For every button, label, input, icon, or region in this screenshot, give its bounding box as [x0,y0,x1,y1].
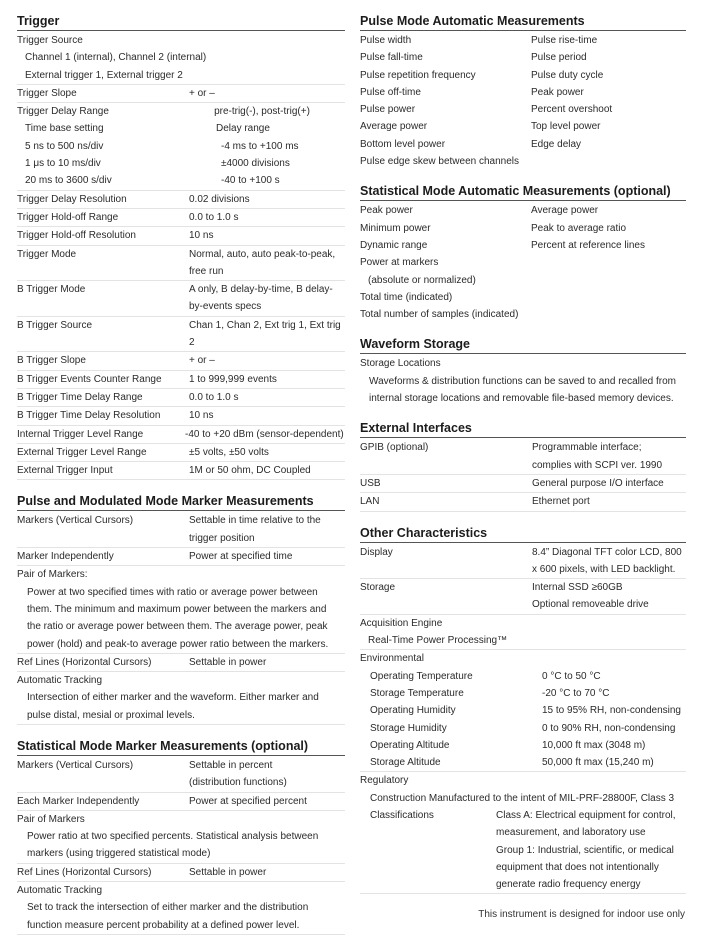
spec-label: 20 ms to 3600 s/div [25,175,112,187]
paragraph-line: Waveforms & distribution functions can be saved to and recalled from [369,375,677,387]
spec-label: LAN [360,496,380,508]
spec-label: Trigger Hold-off Resolution [17,230,136,242]
spec-label: Internal Trigger Level Range [17,428,144,440]
spec-row [360,859,686,876]
spec-value: ±5 volts, ±50 volts [189,446,269,458]
spec-label: Storage Altitude [370,757,441,769]
spec-row [17,317,345,353]
spec-value: Group 1: Industrial, scientific, or medical [496,844,674,856]
section-title: External Interfaces [360,421,686,438]
measurement-item: Peak power [531,86,584,98]
spec-row [17,444,345,462]
spec-value: 0.0 to 1.0 s [189,211,239,223]
spec-value: Power at specified percent [189,795,307,807]
spec-row [360,807,686,824]
measurement-pair [360,306,686,323]
spec-row [17,389,345,407]
spec-value: Settable in percent [189,759,273,771]
spec-label: Acquisition Engine [360,617,443,629]
paragraph-line: Power ratio at two specified percents. Statistical analysis between [27,831,319,843]
spec-label: Trigger Mode [17,248,77,260]
spec-row [17,407,345,425]
spec-row [360,561,686,579]
spec-row [360,842,686,859]
spec-row [360,650,686,667]
stat-marker-section [17,739,345,935]
spec-row [17,426,345,444]
spec-value: ±4000 divisions [221,158,290,170]
spec-label: Time base setting [25,123,104,135]
section-title: Pulse and Modulated Mode Marker Measurements [17,494,345,511]
spec-row [17,103,345,120]
spec-label: Automatic Tracking [17,885,103,897]
spec-row [17,548,345,566]
measurement-pair [360,136,686,153]
spec-row [360,754,686,772]
measurement-pair [360,101,686,118]
spec-value: 8.4” Diagonal TFT color LCD, 800 [532,546,682,558]
spec-value: 0 to 90% RH, non-condensing [542,722,676,734]
spec-row [360,824,686,841]
spec-label: Trigger Delay Resolution [17,193,127,205]
paragraph-line: markers (using triggered statistical mode) [27,848,211,860]
spec-value: -20 °C to 70 °C [542,687,610,699]
spec-row [360,596,686,614]
spec-row [360,737,686,754]
spec-value: 1M or 50 ohm, DC Coupled [189,465,311,477]
spec-label: GPIB (optional) [360,442,429,454]
spec-row [360,475,686,493]
spec-row [360,685,686,702]
spec-value: 10 ns [189,410,214,422]
spec-row [17,512,345,529]
measurement-item: Pulse power [360,104,416,116]
spec-label: Storage Humidity [370,722,447,734]
spec-row [360,668,686,685]
measurement-pair [360,32,686,49]
spec-value: Optional removeable drive [532,599,649,611]
spec-value: free run [189,265,224,277]
spec-label: Ref Lines (Horizontal Cursors) [17,656,152,668]
spec-row [17,281,345,298]
spec-row [17,172,345,190]
spec-value: 1 to 999,999 events [189,373,277,385]
spec-row [17,811,345,828]
spec-value: Settable in power [189,866,267,878]
measurement-item: (absolute or normalized) [368,274,476,286]
spec-value: 10,000 ft max (3048 m) [542,739,646,751]
spec-row [17,298,345,316]
measurement-item: Pulse off-time [360,86,421,98]
spec-label: Storage [360,582,396,594]
measurement-item: Peak power [360,205,413,217]
spec-row [17,246,345,263]
spec-label: Trigger Hold-off Range [17,211,119,223]
spec-row [360,544,686,561]
spec-row [360,579,686,596]
spec-label: External Trigger Input [17,465,113,477]
spec-row [17,227,345,245]
paragraph-line: internal storage locations and removable file-based memory devices. [369,393,674,405]
spec-row [360,439,686,456]
spec-value: by-events specs [189,301,262,313]
paragraph-line: them. The minimum and maximum power between the markers and [27,603,327,615]
spec-label: Storage Temperature [370,687,464,699]
footnote: This instrument is designed for indoor use only [478,909,685,920]
spec-text: External trigger 1, External trigger 2 [25,69,183,81]
spec-row [17,263,345,281]
spec-row [17,120,345,137]
measurement-pair [360,237,686,254]
spec-label: Classifications [370,809,434,821]
measurement-item: Total number of samples (indicated) [360,309,519,321]
measurement-item: Average power [531,205,599,217]
spec-row [17,138,345,155]
pulse-auto-section [360,14,686,170]
measurement-item: Peak to average ratio [531,222,627,234]
stat-auto-section [360,184,686,323]
spec-value: x 600 pixels, with LED backlight. [532,563,676,575]
measurement-item: Minimum power [360,222,431,234]
measurement-pair [360,118,686,135]
spec-label: Marker Independently [17,551,114,563]
spec-value: -4 ms to +100 ms [221,140,299,152]
spec-value: Class A: Electrical equipment for control, [496,809,676,821]
spec-row [17,774,345,792]
right-column [360,14,686,908]
spec-value: Programmable interface; [532,442,642,454]
spec-value: (distribution functions) [189,777,287,789]
spec-value: -40 to +100 s [221,175,280,187]
spec-value: General purpose I/O interface [532,477,664,489]
section-title: Statistical Mode Automatic Measurements (optional) [360,184,686,201]
waveform-storage-section [360,337,686,407]
spec-label: B Trigger Events Counter Range [17,373,162,385]
spec-row [17,32,345,49]
spec-value: Settable in time relative to the [189,515,321,527]
measurement-item: Average power [360,121,428,133]
measurement-pair [360,289,686,306]
spec-label: B Trigger Slope [17,355,86,367]
paragraph-line: the ratio or average power between them. The average power, peak [27,621,328,633]
measurement-item: Pulse period [531,52,587,64]
spec-label: 1 μs to 10 ms/div [25,158,101,170]
spec-value: 0.0 to 1.0 s [189,391,239,403]
spec-value: 10 ns [189,230,214,242]
left-column [17,14,345,949]
spec-value: generate radio frequency energy [496,879,641,891]
spec-label: Storage Locations [360,358,441,370]
spec-label: Automatic Tracking [17,675,103,687]
measurement-item: Total time (indicated) [360,291,453,303]
measurement-pair [360,67,686,84]
spec-value: -40 to +20 dBm (sensor-dependent) [185,428,344,440]
spec-row [17,155,345,172]
spec-value: equipment that does not intentionally [496,861,659,873]
spec-value: 0 °C to 50 °C [542,670,601,682]
spec-label: Operating Humidity [370,705,456,717]
spec-label: Trigger Source [17,35,83,46]
spec-label: Operating Altitude [370,739,450,751]
measurement-item: Pulse width [360,35,412,46]
spec-paragraph [360,373,686,408]
spec-row [17,530,345,548]
spec-row [17,566,345,583]
spec-label: B Trigger Time Delay Range [17,391,143,403]
spec-row [360,790,686,807]
section-title: Trigger [17,14,345,31]
spec-row [360,493,686,511]
spec-value: 15 to 95% RH, non-condensing [542,705,681,717]
spec-row [17,654,345,672]
measurement-item: Edge delay [531,138,582,150]
spec-value: 50,000 ft max (15,240 m) [542,757,654,769]
trigger-section [17,14,345,480]
spec-row [17,864,345,882]
spec-row [360,702,686,719]
spec-row [17,672,345,689]
spec-value: trigger position [189,532,255,544]
external-interfaces-section [360,421,686,511]
spec-label: Display [360,546,393,558]
spec-row [360,876,686,894]
spec-paragraph [17,899,345,935]
spec-value: Internal SSD ≥60GB [532,582,623,594]
spec-row [17,371,345,389]
spec-row [17,49,345,66]
measurement-pair [360,202,686,219]
spec-label: Pair of Markers [17,813,85,825]
spec-label: B Trigger Mode [17,284,86,296]
spec-label: Trigger Delay Range [17,106,109,118]
spec-label: Ref Lines (Horizontal Cursors) [17,866,152,878]
measurement-item: Pulse edge skew between channels [360,156,519,168]
measurement-pair [360,272,686,289]
paragraph-line: Intersection of either marker and the waveform. Either marker and [27,692,319,704]
spec-label: Operating Temperature [370,670,473,682]
spec-label: Each Marker Independently [17,795,140,807]
spec-value: Normal, auto, auto peak-to-peak, [189,248,336,260]
spec-paragraph [17,689,345,725]
spec-value: 0.02 divisions [189,193,250,205]
spec-label: Regulatory [360,775,409,787]
paragraph-line: power (hold) and peak-to average power ratio between the markers. [27,638,329,650]
spec-label: B Trigger Source [17,319,93,331]
spec-row [17,462,345,480]
spec-value: measurement, and laboratory use [496,827,646,839]
spec-text: Channel 1 (internal), Channel 2 (internal) [25,52,207,64]
spec-label: Real-Time Power Processing™ [368,635,508,647]
spec-row [360,615,686,632]
spec-row [17,757,345,774]
spec-row [17,85,345,103]
spec-value: Ethernet port [532,496,590,508]
spec-value: A only, B delay-by-time, B delay- [189,284,333,296]
measurement-pair [360,49,686,66]
measurement-pair [360,254,686,271]
spec-label: Trigger Slope [17,87,77,99]
spec-value: Chan 1, Chan 2, Ext trig 1, Ext trig 2 [189,319,341,349]
spec-paragraph [17,828,345,864]
measurement-item: Percent at reference lines [531,239,645,251]
spec-value: pre-trig(-), post-trig(+) [214,106,310,118]
measurement-item: Pulse repetition frequency [360,69,476,81]
spec-label: Pair of Markers: [17,569,88,581]
spec-label: Markers (Vertical Cursors) [17,759,134,771]
paragraph-line: Set to track the intersection of either marker and the distribution [27,902,309,914]
spec-row [17,882,345,899]
spec-value: + or – [189,355,215,367]
spec-value: Delay range [216,123,270,135]
measurement-item: Bottom level power [360,138,446,150]
spec-row [360,355,686,372]
spec-label: B Trigger Time Delay Resolution [17,410,161,422]
measurement-item: Dynamic range [360,239,428,251]
spec-label: Environmental [360,653,424,665]
paragraph-line: pulse distal, mesial or proximal levels. [27,709,195,721]
spec-value: + or – [189,87,215,99]
spec-label: Markers (Vertical Cursors) [17,515,134,527]
measurement-item: Pulse duty cycle [531,69,604,81]
spec-label: 5 ns to 500 ns/div [25,140,104,152]
section-title: Waveform Storage [360,337,686,354]
other-characteristics-section [360,526,686,895]
spec-text: Construction Manufactured to the intent of MIL-PRF-28800F, Class 3 [370,792,675,804]
spec-label: USB [360,477,381,489]
measurement-item: Pulse fall-time [360,52,423,64]
spec-row [17,793,345,811]
section-title: Other Characteristics [360,526,686,543]
section-title: Pulse Mode Automatic Measurements [360,14,686,31]
measurement-item: Pulse rise-time [531,35,598,46]
section-title: Statistical Mode Marker Measurements (optional) [17,739,345,756]
measurement-item: Power at markers [360,257,439,269]
spec-row [17,209,345,227]
spec-row [17,67,345,85]
measurement-pair [360,84,686,101]
spec-row [360,632,686,650]
paragraph-line: function measure percent probability at a defined power level. [27,919,300,931]
spec-row [360,772,686,789]
measurement-item: Top level power [531,121,601,133]
spec-value: complies with SCPI ver. 1990 [532,459,663,471]
measurement-pair [360,220,686,237]
spec-row [17,191,345,209]
paragraph-line: Power at two specified times with ratio or average power between [27,586,318,598]
pulse-marker-section [17,494,345,725]
spec-row [360,720,686,737]
measurement-pair [360,153,686,170]
spec-paragraph [17,584,345,654]
spec-value: Power at specified time [189,551,293,563]
spec-row [360,457,686,475]
measurement-item: Percent overshoot [531,104,613,116]
spec-row [17,352,345,370]
spec-label: External Trigger Level Range [17,446,147,458]
spec-value: Settable in power [189,656,267,668]
